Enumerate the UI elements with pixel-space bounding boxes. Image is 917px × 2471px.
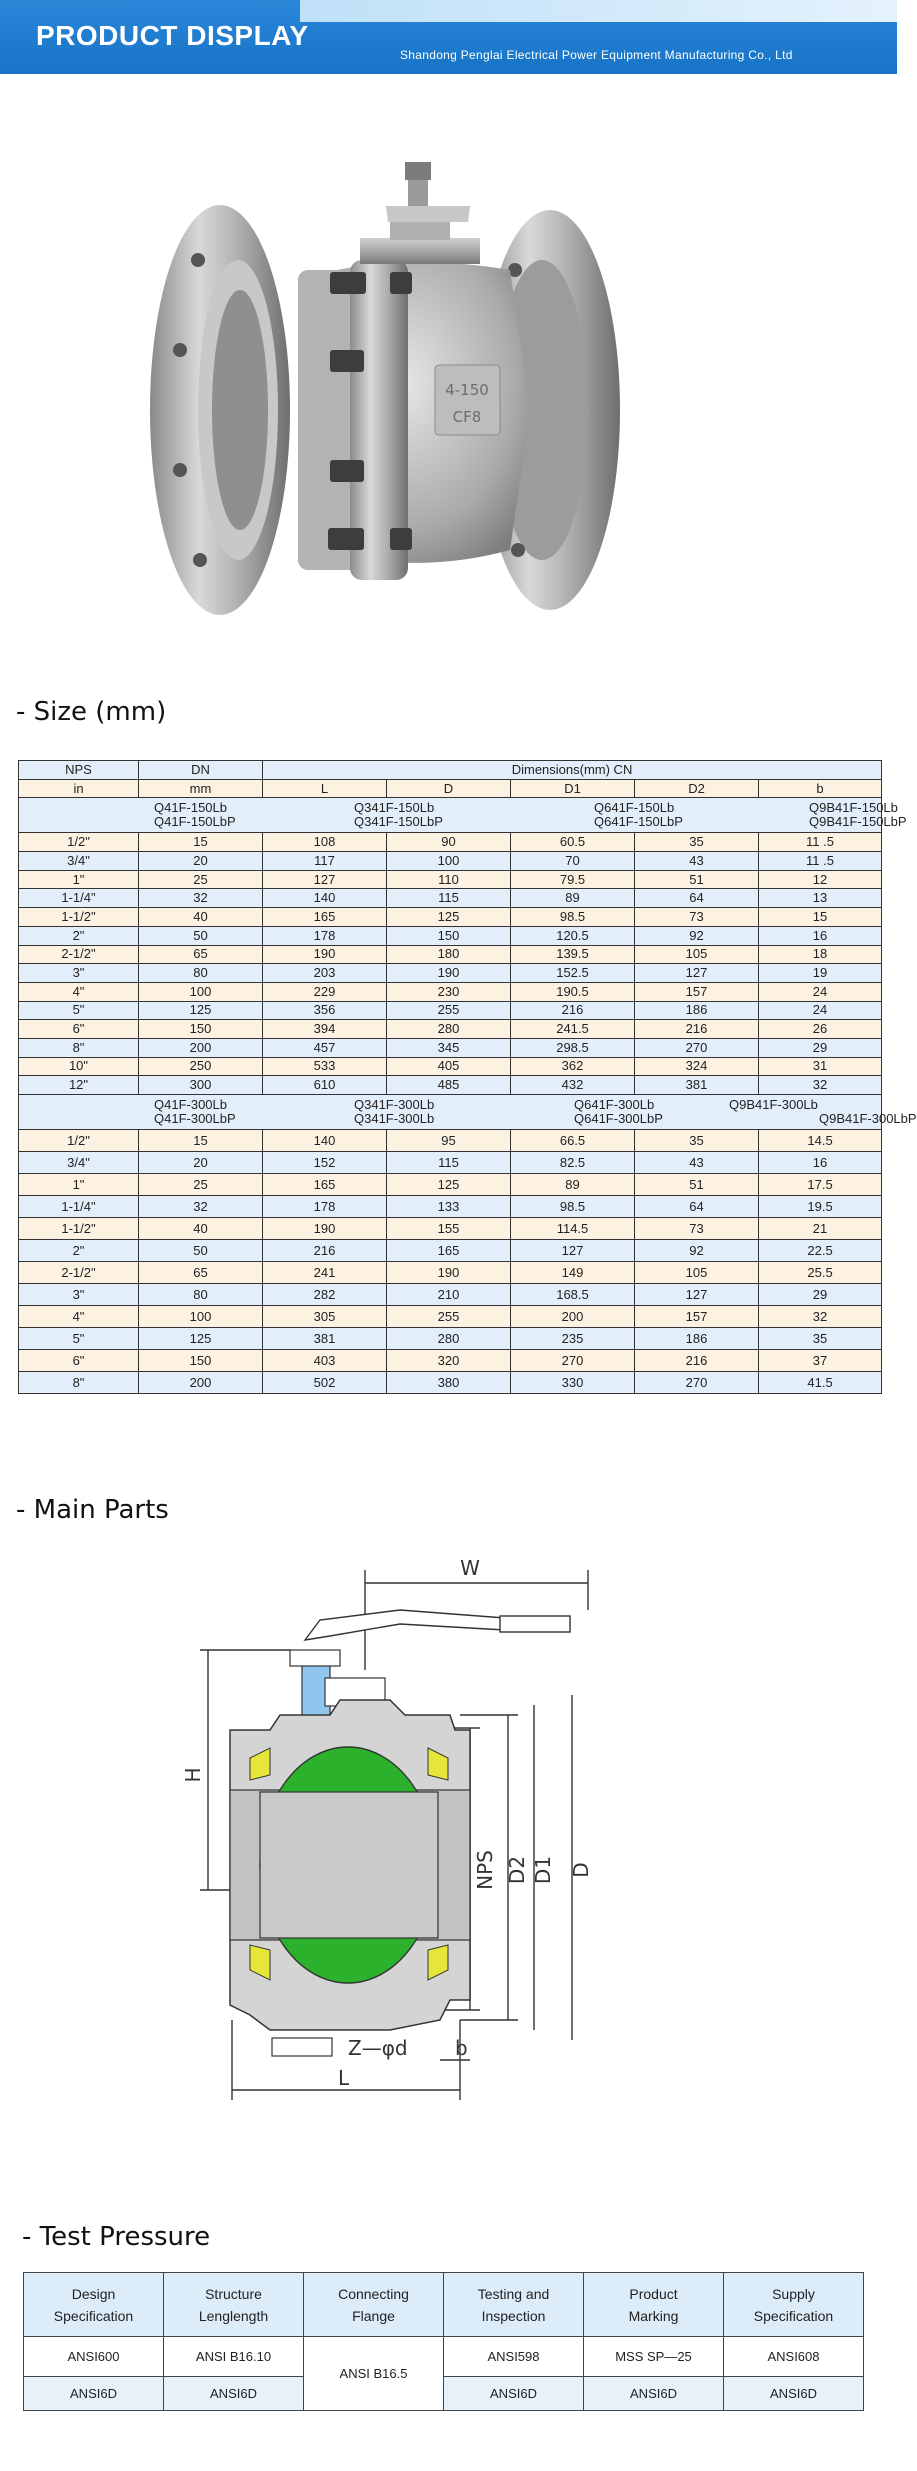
table-cell: 405 — [387, 1057, 511, 1076]
table-cell: 22.5 — [759, 1240, 882, 1262]
table-cell: 64 — [635, 889, 759, 908]
table-cell: 3" — [19, 964, 139, 983]
table-cell: 125 — [387, 908, 511, 927]
valve-section-drawing — [170, 1550, 710, 2110]
model-150-l: Q41F-150Lb Q41F-150LbP — [154, 800, 236, 830]
table-cell: 190 — [263, 945, 387, 964]
table-cell: 12 — [759, 870, 882, 889]
table-cell: 89 — [511, 889, 635, 908]
table-cell: 2" — [19, 926, 139, 945]
table-cell: 6" — [19, 1350, 139, 1372]
table-cell: 90 — [387, 833, 511, 852]
table-cell: 320 — [387, 1350, 511, 1372]
col-header-dn: DN — [139, 761, 263, 780]
table-cell: 381 — [635, 1076, 759, 1095]
table-cell: 25 — [139, 870, 263, 889]
table-cell: 186 — [635, 1001, 759, 1020]
table-cell: 8" — [19, 1038, 139, 1057]
col-header-b: b — [759, 779, 882, 798]
table-cell: 270 — [635, 1372, 759, 1394]
table-cell: 25 — [139, 1174, 263, 1196]
table-row — [19, 1240, 882, 1262]
table-cell: 24 — [759, 1001, 882, 1020]
table-cell: 241.5 — [511, 1020, 635, 1039]
body-marking-1: 4-150 — [445, 381, 489, 399]
table-cell: 200 — [511, 1306, 635, 1328]
table-cell: 11 .5 — [759, 852, 882, 871]
table-row — [19, 833, 882, 852]
table-cell: 485 — [387, 1076, 511, 1095]
header-testing: Testing and Inspection — [444, 2273, 584, 2337]
cell-structure: ANSI6D — [164, 2377, 304, 2411]
table-cell: 255 — [387, 1306, 511, 1328]
table-cell: 17.5 — [759, 1174, 882, 1196]
table-cell: 50 — [139, 926, 263, 945]
model-300-d1: Q641F-300Lb Q641F-300LbP — [574, 1097, 663, 1126]
table-cell: 2-1/2" — [19, 1262, 139, 1284]
table-row — [19, 1152, 882, 1174]
table-cell: 1" — [19, 870, 139, 889]
table-cell: 203 — [263, 964, 387, 983]
table-cell: 100 — [387, 852, 511, 871]
table-cell: 16 — [759, 926, 882, 945]
table-cell: 180 — [387, 945, 511, 964]
table-units-row — [19, 779, 882, 798]
table-cell: 105 — [635, 1262, 759, 1284]
table-cell: 95 — [387, 1130, 511, 1152]
table-cell: 270 — [511, 1350, 635, 1372]
table-cell: 282 — [263, 1284, 387, 1306]
table-cell: 200 — [139, 1372, 263, 1394]
table-cell: 100 — [139, 982, 263, 1001]
table-cell: 305 — [263, 1306, 387, 1328]
table-cell: 73 — [635, 908, 759, 927]
label-d1: D1 — [531, 1855, 555, 1885]
table-row — [19, 945, 882, 964]
table-cell: 21 — [759, 1218, 882, 1240]
table-row — [19, 1306, 882, 1328]
table-row — [19, 982, 882, 1001]
header-marking: Product Marking — [584, 2273, 724, 2337]
header-supply: Supply Specification — [724, 2273, 864, 2337]
header-design: Design Specification — [24, 2273, 164, 2337]
table-cell: 19.5 — [759, 1196, 882, 1218]
table-cell: 178 — [263, 1196, 387, 1218]
table-cell: 133 — [387, 1196, 511, 1218]
table-cell: 12" — [19, 1076, 139, 1095]
table-cell: 1/2" — [19, 833, 139, 852]
table-cell: 1-1/2" — [19, 1218, 139, 1240]
table-cell: 120.5 — [511, 926, 635, 945]
table-cell: 100 — [139, 1306, 263, 1328]
table-cell: 40 — [139, 1218, 263, 1240]
table-cell: 250 — [139, 1057, 263, 1076]
table-cell: 98.5 — [511, 908, 635, 927]
table-cell: 127 — [635, 1284, 759, 1306]
table-cell: 230 — [387, 982, 511, 1001]
table-cell: 190.5 — [511, 982, 635, 1001]
table-cell: 35 — [759, 1328, 882, 1350]
test-pressure-section-heading: - Test Pressure — [22, 2222, 211, 2252]
header-banner — [0, 0, 897, 74]
table-cell: 533 — [263, 1057, 387, 1076]
table-cell: 29 — [759, 1038, 882, 1057]
table-cell: 127 — [263, 870, 387, 889]
model-300-d: Q341F-300Lb Q341F-300Lb — [354, 1097, 435, 1126]
model-300-b: Q9B41F-300Lb Q9B41F-300LbP — [729, 1097, 917, 1126]
table-cell: 35 — [635, 833, 759, 852]
cell-testing: ANSI598 — [444, 2337, 584, 2377]
table-cell: 20 — [139, 852, 263, 871]
table-cell: 157 — [635, 1306, 759, 1328]
table-cell: 32 — [759, 1076, 882, 1095]
table-cell: 150 — [139, 1350, 263, 1372]
table-cell: 24 — [759, 982, 882, 1001]
table-cell: 330 — [511, 1372, 635, 1394]
table-cell: 165 — [387, 1240, 511, 1262]
table-cell: 152 — [263, 1152, 387, 1174]
table-row — [19, 1350, 882, 1372]
table-cell: 3/4" — [19, 852, 139, 871]
label-z: Z—φd — [348, 2036, 408, 2060]
label-d: D — [569, 1862, 593, 1878]
table-cell: 32 — [139, 1196, 263, 1218]
table-cell: 356 — [263, 1001, 387, 1020]
cell-supply: ANSI608 — [724, 2337, 864, 2377]
table-cell: 2" — [19, 1240, 139, 1262]
table-cell: 40 — [139, 908, 263, 927]
table-cell: 157 — [635, 982, 759, 1001]
table-row — [19, 870, 882, 889]
table-cell: 31 — [759, 1057, 882, 1076]
label-h: H — [181, 1767, 205, 1783]
model-150-b: Q9B41F-150Lb Q9B41F-150LbP — [809, 800, 907, 830]
col-header-l: L — [263, 779, 387, 798]
table-cell: 1-1/4" — [19, 889, 139, 908]
table-cell: 3/4" — [19, 1152, 139, 1174]
size-section-heading: - Size (mm) — [16, 697, 167, 727]
table-cell: 125 — [139, 1328, 263, 1350]
label-l: L — [338, 2066, 350, 2090]
table-cell: 125 — [139, 1001, 263, 1020]
cell-design: ANSI6D — [24, 2377, 164, 2411]
col-header-dimensions: Dimensions(mm) CN — [263, 761, 882, 780]
table-cell: 345 — [387, 1038, 511, 1057]
table-cell: 8" — [19, 1372, 139, 1394]
table-row — [19, 1218, 882, 1240]
table-cell: 403 — [263, 1350, 387, 1372]
table-cell: 127 — [511, 1240, 635, 1262]
table-cell: 117 — [263, 852, 387, 871]
table-cell: 380 — [387, 1372, 511, 1394]
table-cell: 2-1/2" — [19, 945, 139, 964]
table-cell: 11 .5 — [759, 833, 882, 852]
table-cell: 3" — [19, 1284, 139, 1306]
table-row — [19, 1372, 882, 1394]
table-cell: 255 — [387, 1001, 511, 1020]
table-row — [19, 926, 882, 945]
table-cell: 165 — [263, 1174, 387, 1196]
table-cell: 149 — [511, 1262, 635, 1284]
table-cell: 35 — [635, 1130, 759, 1152]
table-cell: 15 — [759, 908, 882, 927]
test-pressure-table — [23, 2272, 864, 2411]
table-cell: 60.5 — [511, 833, 635, 852]
table-cell: 26 — [759, 1020, 882, 1039]
table-cell: 362 — [511, 1057, 635, 1076]
table-cell: 140 — [263, 889, 387, 908]
table-cell: 73 — [635, 1218, 759, 1240]
label-nps: NPS — [473, 1850, 497, 1890]
col-header-d2: D2 — [635, 779, 759, 798]
table-cell: 4" — [19, 982, 139, 1001]
table-cell: 82.5 — [511, 1152, 635, 1174]
table-row — [19, 1174, 882, 1196]
cell-structure: ANSI B16.10 — [164, 2337, 304, 2377]
table-cell: 324 — [635, 1057, 759, 1076]
table-cell: 80 — [139, 964, 263, 983]
table-cell: 1-1/4" — [19, 1196, 139, 1218]
table-cell: 229 — [263, 982, 387, 1001]
table-row — [19, 1020, 882, 1039]
table-cell: 216 — [511, 1001, 635, 1020]
table-cell: 610 — [263, 1076, 387, 1095]
table-cell: 108 — [263, 833, 387, 852]
table-cell: 92 — [635, 1240, 759, 1262]
table-cell: 125 — [387, 1174, 511, 1196]
table-cell: 89 — [511, 1174, 635, 1196]
table-cell: 5" — [19, 1001, 139, 1020]
table-row — [24, 2377, 864, 2411]
table-cell: 16 — [759, 1152, 882, 1174]
table-cell: 13 — [759, 889, 882, 908]
table-cell: 216 — [635, 1350, 759, 1372]
table-cell: 51 — [635, 870, 759, 889]
table-cell: 4" — [19, 1306, 139, 1328]
table-cell: 32 — [759, 1306, 882, 1328]
main-parts-section-heading: - Main Parts — [16, 1495, 169, 1525]
table-cell: 394 — [263, 1020, 387, 1039]
table-row — [19, 1076, 882, 1095]
table-cell: 5" — [19, 1328, 139, 1350]
table-cell: 381 — [263, 1328, 387, 1350]
table-cell: 43 — [635, 1152, 759, 1174]
table-cell: 155 — [387, 1218, 511, 1240]
table-header-row — [24, 2273, 864, 2337]
cell-testing: ANSI6D — [444, 2377, 584, 2411]
table-row — [19, 964, 882, 983]
table-cell: 19 — [759, 964, 882, 983]
table-cell: 1-1/2" — [19, 908, 139, 927]
model-150-d: Q341F-150Lb Q341F-150LbP — [354, 800, 443, 830]
table-cell: 32 — [139, 889, 263, 908]
table-cell: 43 — [635, 852, 759, 871]
header-structure: Structure Lenglength — [164, 2273, 304, 2337]
table-row — [24, 2337, 864, 2377]
table-row — [19, 889, 882, 908]
table-cell: 127 — [635, 964, 759, 983]
table-cell: 10" — [19, 1057, 139, 1076]
table-cell: 139.5 — [511, 945, 635, 964]
table-cell: 105 — [635, 945, 759, 964]
table-row — [19, 1262, 882, 1284]
table-row — [19, 1057, 882, 1076]
table-cell: 79.5 — [511, 870, 635, 889]
model-150-d1: Q641F-150Lb Q641F-150LbP — [594, 800, 683, 830]
table-cell: 432 — [511, 1076, 635, 1095]
table-cell: 300 — [139, 1076, 263, 1095]
table-cell: 98.5 — [511, 1196, 635, 1218]
table-cell: 280 — [387, 1328, 511, 1350]
table-cell: 64 — [635, 1196, 759, 1218]
table-cell: 280 — [387, 1020, 511, 1039]
table-cell: 150 — [139, 1020, 263, 1039]
cell-design: ANSI600 — [24, 2337, 164, 2377]
col-header-nps: NPS — [19, 761, 139, 780]
table-cell: 216 — [263, 1240, 387, 1262]
table-cell: 190 — [387, 964, 511, 983]
model-300-l: Q41F-300Lb Q41F-300LbP — [154, 1097, 236, 1126]
table-cell: 92 — [635, 926, 759, 945]
table-cell: 20 — [139, 1152, 263, 1174]
table-cell: 165 — [263, 908, 387, 927]
table-cell: 190 — [387, 1262, 511, 1284]
table-row — [19, 1328, 882, 1350]
table-cell: 200 — [139, 1038, 263, 1057]
cell-connecting: ANSI B16.5 — [304, 2337, 444, 2411]
table-cell: 150 — [387, 926, 511, 945]
table-cell: 70 — [511, 852, 635, 871]
table-row — [19, 1284, 882, 1306]
table-cell: 216 — [635, 1020, 759, 1039]
table-cell: 37 — [759, 1350, 882, 1372]
body-marking-2: CF8 — [452, 408, 482, 426]
size-dimension-table — [18, 760, 917, 1394]
col-header-d: D — [387, 779, 511, 798]
table-row — [19, 908, 882, 927]
table-cell: 65 — [139, 945, 263, 964]
table-cell: 235 — [511, 1328, 635, 1350]
table-cell: 41.5 — [759, 1372, 882, 1394]
table-cell: 270 — [635, 1038, 759, 1057]
banner-accent-strip — [300, 0, 897, 22]
table-row — [19, 852, 882, 871]
label-w: W — [460, 1556, 480, 1580]
table-cell: 66.5 — [511, 1130, 635, 1152]
table-row — [19, 1001, 882, 1020]
table-cell: 50 — [139, 1240, 263, 1262]
table-cell: 241 — [263, 1262, 387, 1284]
table-cell: 502 — [263, 1372, 387, 1394]
table-cell: 1" — [19, 1174, 139, 1196]
label-d2: D2 — [505, 1855, 529, 1885]
unit-dn: mm — [139, 779, 263, 798]
page-title: PRODUCT DISPLAY — [36, 20, 309, 51]
unit-nps: in — [19, 779, 139, 798]
cell-marking: ANSI6D — [584, 2377, 724, 2411]
table-cell: 1/2" — [19, 1130, 139, 1152]
table-row — [19, 1130, 882, 1152]
cell-marking: MSS SP—25 — [584, 2337, 724, 2377]
col-header-d1: D1 — [511, 779, 635, 798]
table-cell: 114.5 — [511, 1218, 635, 1240]
table-cell: 152.5 — [511, 964, 635, 983]
table-cell: 80 — [139, 1284, 263, 1306]
table-cell: 115 — [387, 1152, 511, 1174]
table-cell: 186 — [635, 1328, 759, 1350]
table-cell: 18 — [759, 945, 882, 964]
model-row-300 — [19, 1095, 882, 1130]
label-b: b — [455, 2036, 468, 2060]
ball-valve-photo-icon — [150, 110, 710, 670]
company-name: Shandong Penglai Electrical Power Equipment Manufacturing Co., Ltd — [400, 48, 793, 62]
table-cell: 25.5 — [759, 1262, 882, 1284]
model-row-150 — [19, 798, 882, 833]
table-cell: 15 — [139, 833, 263, 852]
table-cell: 29 — [759, 1284, 882, 1306]
table-cell: 15 — [139, 1130, 263, 1152]
table-cell: 168.5 — [511, 1284, 635, 1306]
table-cell: 51 — [635, 1174, 759, 1196]
table-row — [19, 1196, 882, 1218]
table-cell: 115 — [387, 889, 511, 908]
table-cell: 14.5 — [759, 1130, 882, 1152]
table-cell: 190 — [263, 1218, 387, 1240]
table-cell: 6" — [19, 1020, 139, 1039]
table-cell: 210 — [387, 1284, 511, 1306]
cell-supply: ANSI6D — [724, 2377, 864, 2411]
table-cell: 457 — [263, 1038, 387, 1057]
table-cell: 178 — [263, 926, 387, 945]
table-cell: 140 — [263, 1130, 387, 1152]
header-connecting: Connecting Flange — [304, 2273, 444, 2337]
table-cell: 110 — [387, 870, 511, 889]
table-header-row — [19, 761, 882, 780]
table-row — [19, 1038, 882, 1057]
table-cell: 298.5 — [511, 1038, 635, 1057]
table-cell: 65 — [139, 1262, 263, 1284]
